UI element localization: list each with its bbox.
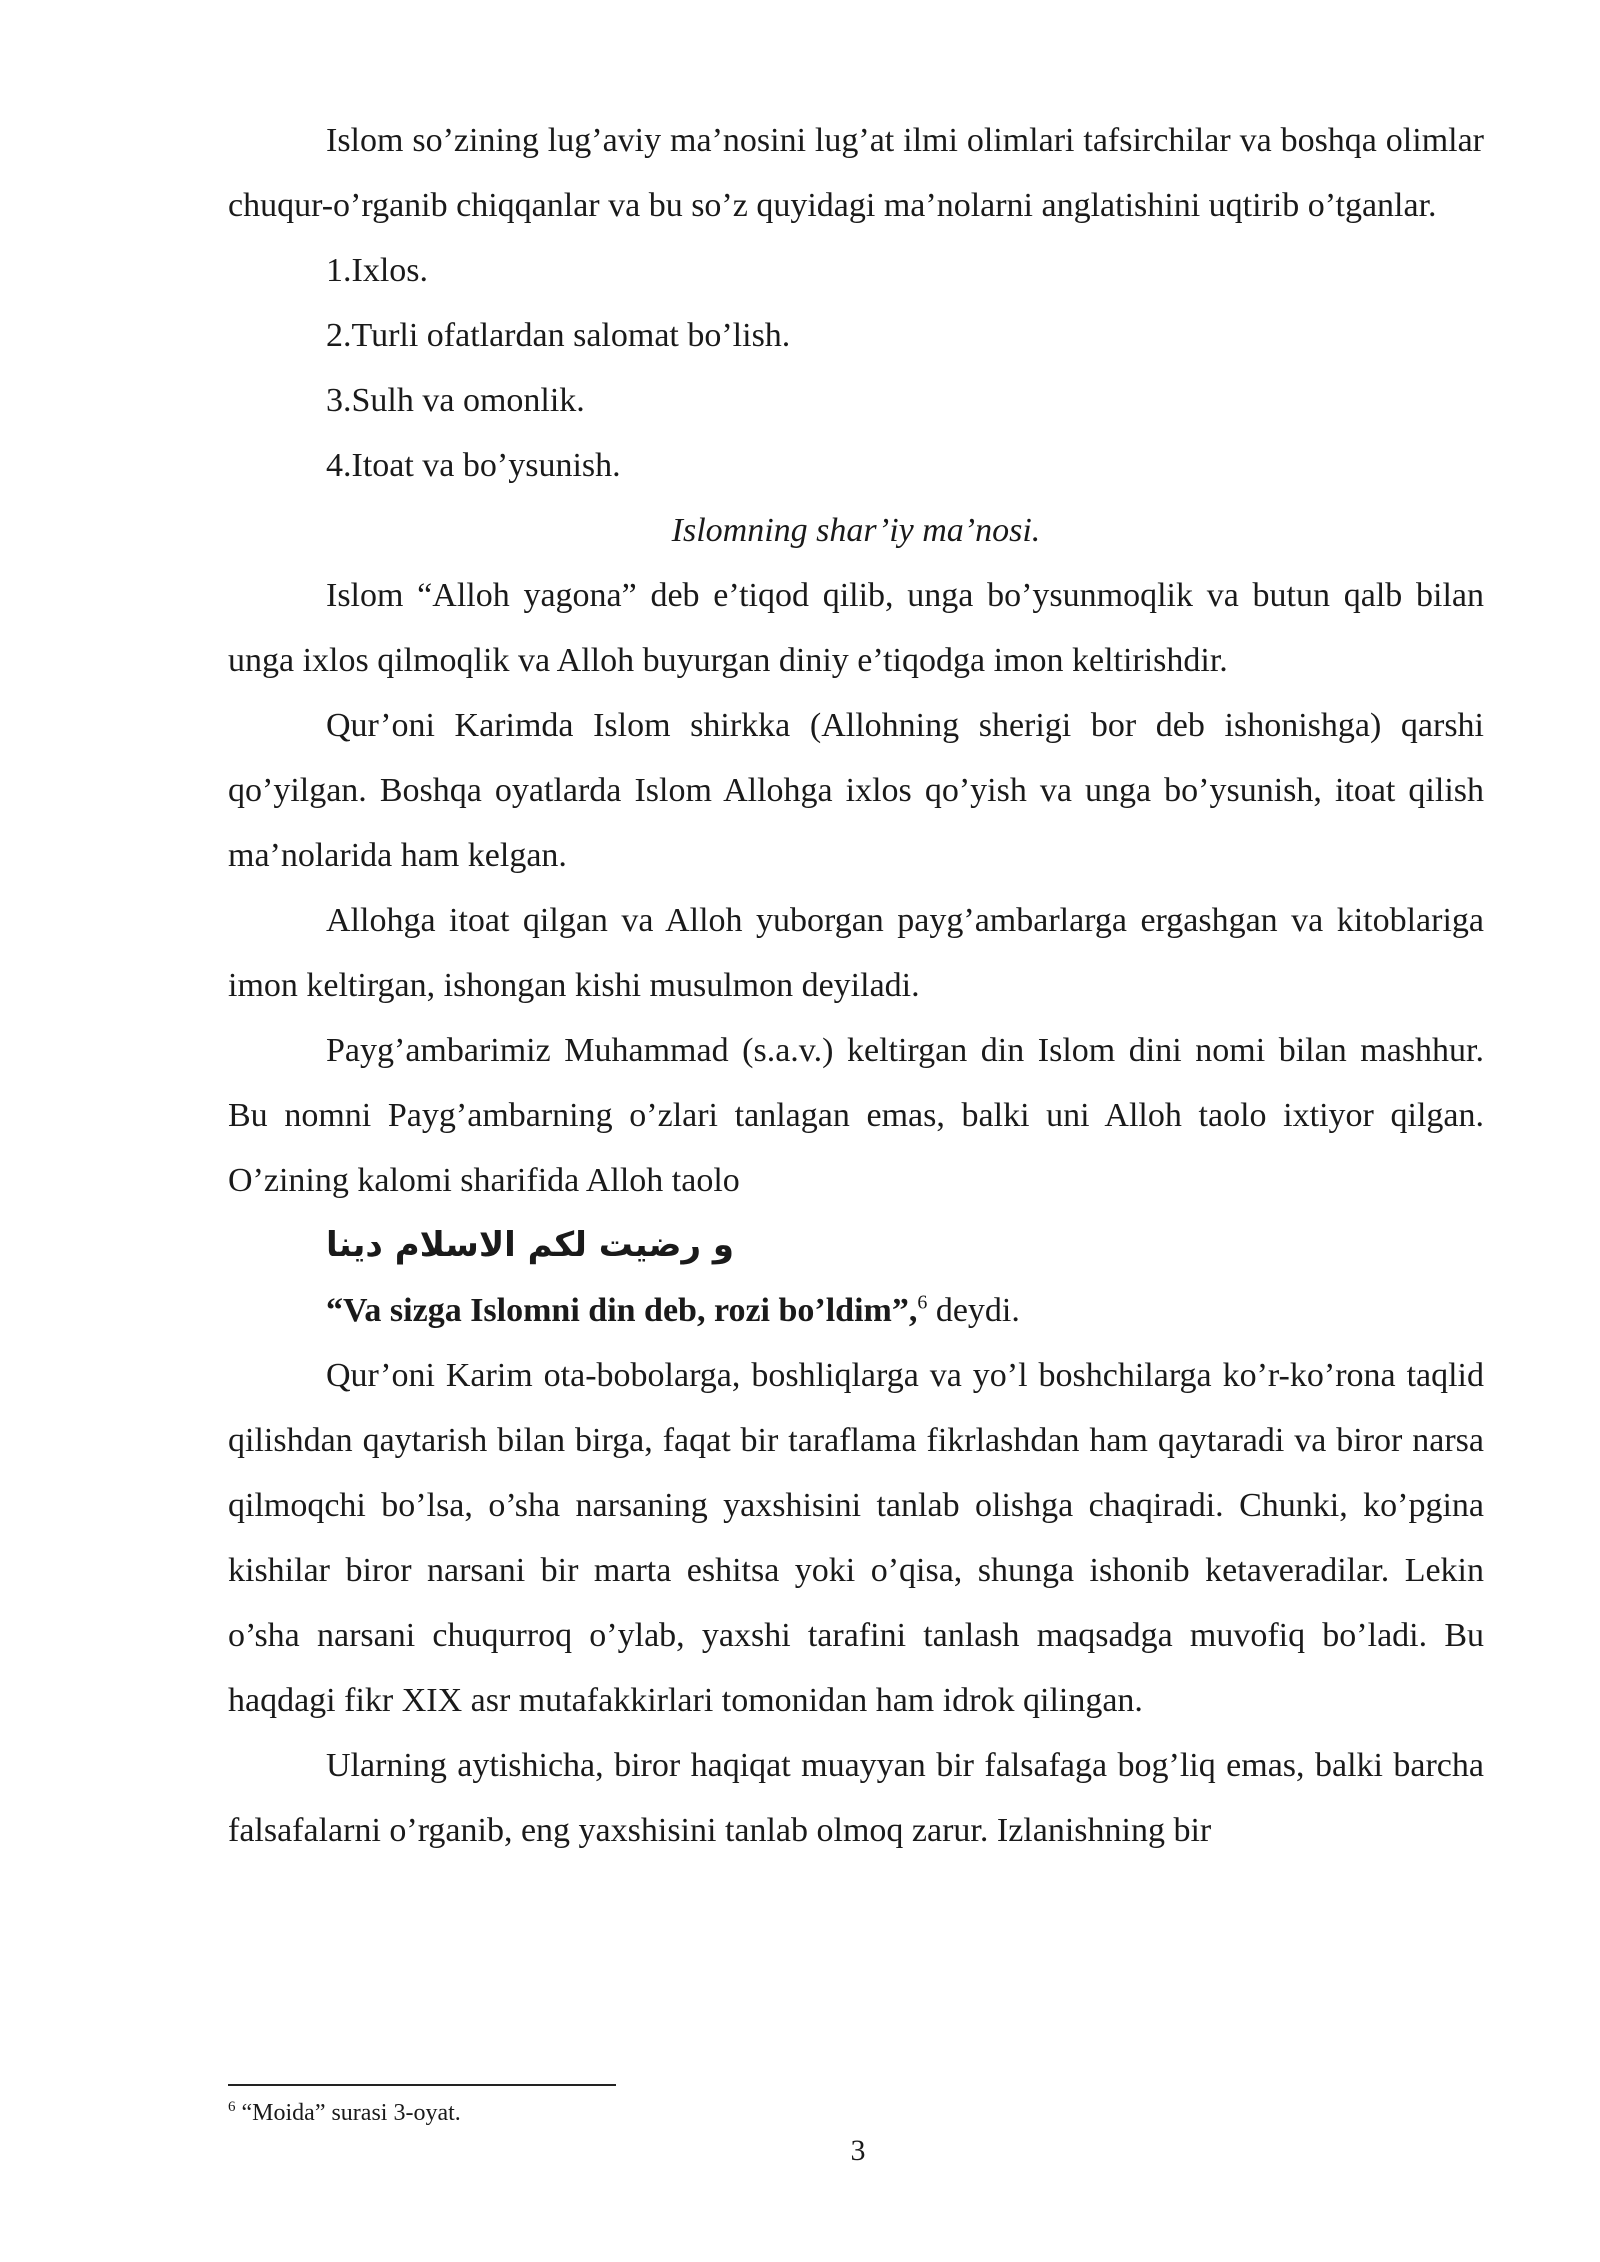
list-item: 4.Itoat va bo’ysunish.: [326, 447, 621, 484]
body-text: [228, 108, 1484, 1863]
paragraph-prophet: Payg’ambarimiz Muhammad (s.a.v.) keltirgan din Islom dini nomi bilan mashhur. Bu nomni Payg’ambarning o’zlari tanlagan emas, balki uni Alloh taolo ixtiyor qilgan. O’zining kalomi sharifida Alloh taolo: [228, 1032, 1484, 1199]
list-item: 3.Sulh va omonlik.: [326, 382, 585, 419]
paragraph-philosophy: Ularning aytishicha, biror haqiqat muayyan bir falsafaga bog’liq emas, balki barcha falsafalarni o’rganib, eng yaxshisini tanlab olmoq zarur. Izlanishning bir: [228, 1747, 1484, 1849]
footnote-number: 6: [228, 2099, 236, 2115]
quote-tail: deydi.: [927, 1292, 1020, 1329]
quote-translation: “Va sizga Islomni din deb, rozi bo’ldim”,: [326, 1292, 918, 1329]
paragraph-muslim: Allohga itoat qilgan va Alloh yuborgan payg’ambarlarga ergashgan va kitoblariga imon keltirgan, ishongan kishi musulmon deyiladi.: [228, 902, 1484, 1004]
section-heading: Islomning shar’iy ma’nosi.: [671, 512, 1041, 549]
list-item: 1.Ixlos.: [326, 252, 428, 289]
paragraph-quran: Qur’oni Karimda Islom shirkka (Allohning sherigi bor deb ishonishga) qarshi qo’yilgan. Boshqa oyatlarda Islom Allohga ixlos qo’yish va unga bo’ysunish, itoat qilish ma’nolarida ham kelgan.: [228, 707, 1484, 874]
paragraph-definition: Islom “Alloh yagona” deb e’tiqod qilib, unga bo’ysunmoqlik va butun qalb bilan unga ixlos qilmoqlik va Alloh buyurgan diniy e’tiqodga imon keltirishdir.: [228, 577, 1484, 679]
list-item: 2.Turli ofatlardan salomat bo’lish.: [326, 317, 791, 354]
quote-line: [228, 1278, 1484, 1343]
footnote-text: “Moida” surasi 3-oyat.: [235, 2100, 461, 2126]
page-number: 3: [850, 2134, 866, 2167]
paragraph-imitation: Qur’oni Karim ota-bobolarga, boshliqlarga va yo’l boshchilarga ko’r-ko’rona taqlid qilishdan qaytarish bilan birga, faqat bir taraflama fikrlashdan ham qaytaradi va biror narsa qilmoqchi bo’lsa, o’sha narsaning yaxshisini tanlab olishga chaqiradi. Chunki, ko’pgina kishilar biror narsani bir marta eshitsa yoki o’qisa, shunga ishonib ketaveradilar. Lekin o’sha narsani chuqurroq o’ylab, yaxshi tarafini tanlash maqsadga muvofiq bo’ladi. Bu haqdagi fikr XIX asr mutafakkirlari tomonidan ham idrok qilingan.: [228, 1357, 1484, 1719]
footnote-divider: [228, 2084, 616, 2086]
arabic-verse: و رضيت لكم الاسلام دينا: [326, 1225, 734, 1265]
arabic-verse-line: [228, 1213, 1484, 1278]
footnote-reference: 6: [917, 1291, 928, 1314]
footnote: [228, 2098, 461, 2128]
paragraph-intro: Islom so’zining lug’aviy ma’nosini lug’at ilmi olimlari tafsirchilar va boshqa olimlar chuqur-o’rganib chiqqanlar va bu so’z quyidagi ma’nolarni anglatishini uqtirib o’tganlar.: [228, 122, 1484, 224]
